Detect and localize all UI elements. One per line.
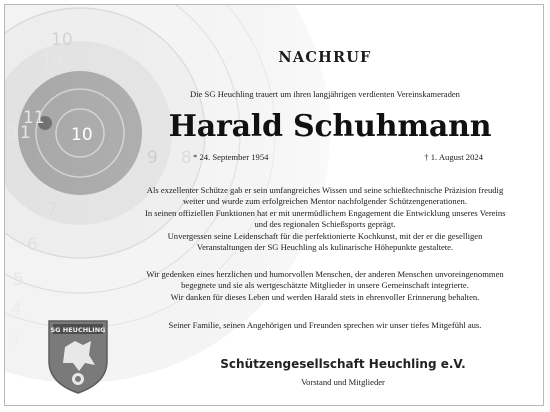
deceased-name: Harald Schuhmann: [168, 109, 492, 144]
club-name: Schützengesellschaft Heuchling e.V.: [220, 357, 466, 371]
page-title: NACHRUF: [278, 49, 372, 66]
text-line: und des regionalen Schießsports geprägt.: [254, 219, 396, 230]
emblem-text: SG HEUCHLING: [50, 326, 106, 334]
tribute-paragraph: [145, 185, 505, 253]
obituary-card: [4, 4, 544, 406]
text-line: begegnete und sie als wertgeschätzte Mitglieder in unsere Gemeinschaft integrierte.: [181, 280, 469, 291]
signatory: Vorstand und Mitglieder: [301, 377, 385, 387]
text-line: Seiner Familie, seinen Angehörigen und Freunden sprechen wir unser tiefes Mitgefühl aus.: [168, 320, 482, 330]
text-line: weiter und wurde zum erfolgreichen Mentor nachfolgender Schützengenerationen.: [183, 196, 467, 207]
text-line: Als exzellenter Schütze gab er sein umfangreiches Wissen und seine schießtechnische Präzision freudig: [146, 185, 504, 195]
text-line: Veranstaltungen der SG Heuchling als kulinarische Höhepunkte gestaltete.: [196, 242, 454, 253]
death-date: † 1. August 2024: [424, 152, 483, 162]
text-line: Unvergessen seine Leidenschaft für die perfektionierte Kochkunst, mit der er die geselligen: [167, 230, 483, 241]
intro-text: Die SG Heuchling trauert um ihren langjährigen verdienten Vereinskameraden: [190, 89, 460, 99]
text-line: Wir danken für dieses Leben und werden Harald stets in ehrenvoller Erinnerung behalten.: [170, 291, 480, 302]
life-dates: [193, 152, 483, 162]
condolence-paragraph: [145, 320, 505, 331]
text-line: In seinen offiziellen Funktionen hat er mit unermüdlichem Engagement die Entwicklung unseres Vereins: [145, 207, 506, 218]
text-line: Wir gedenken eines herzlichen und humorvollen Menschen, der anderen Menschen unvoreingenommen: [146, 269, 504, 279]
remembrance-paragraph: [145, 269, 505, 303]
birth-date: * 24. September 1954: [193, 152, 269, 162]
